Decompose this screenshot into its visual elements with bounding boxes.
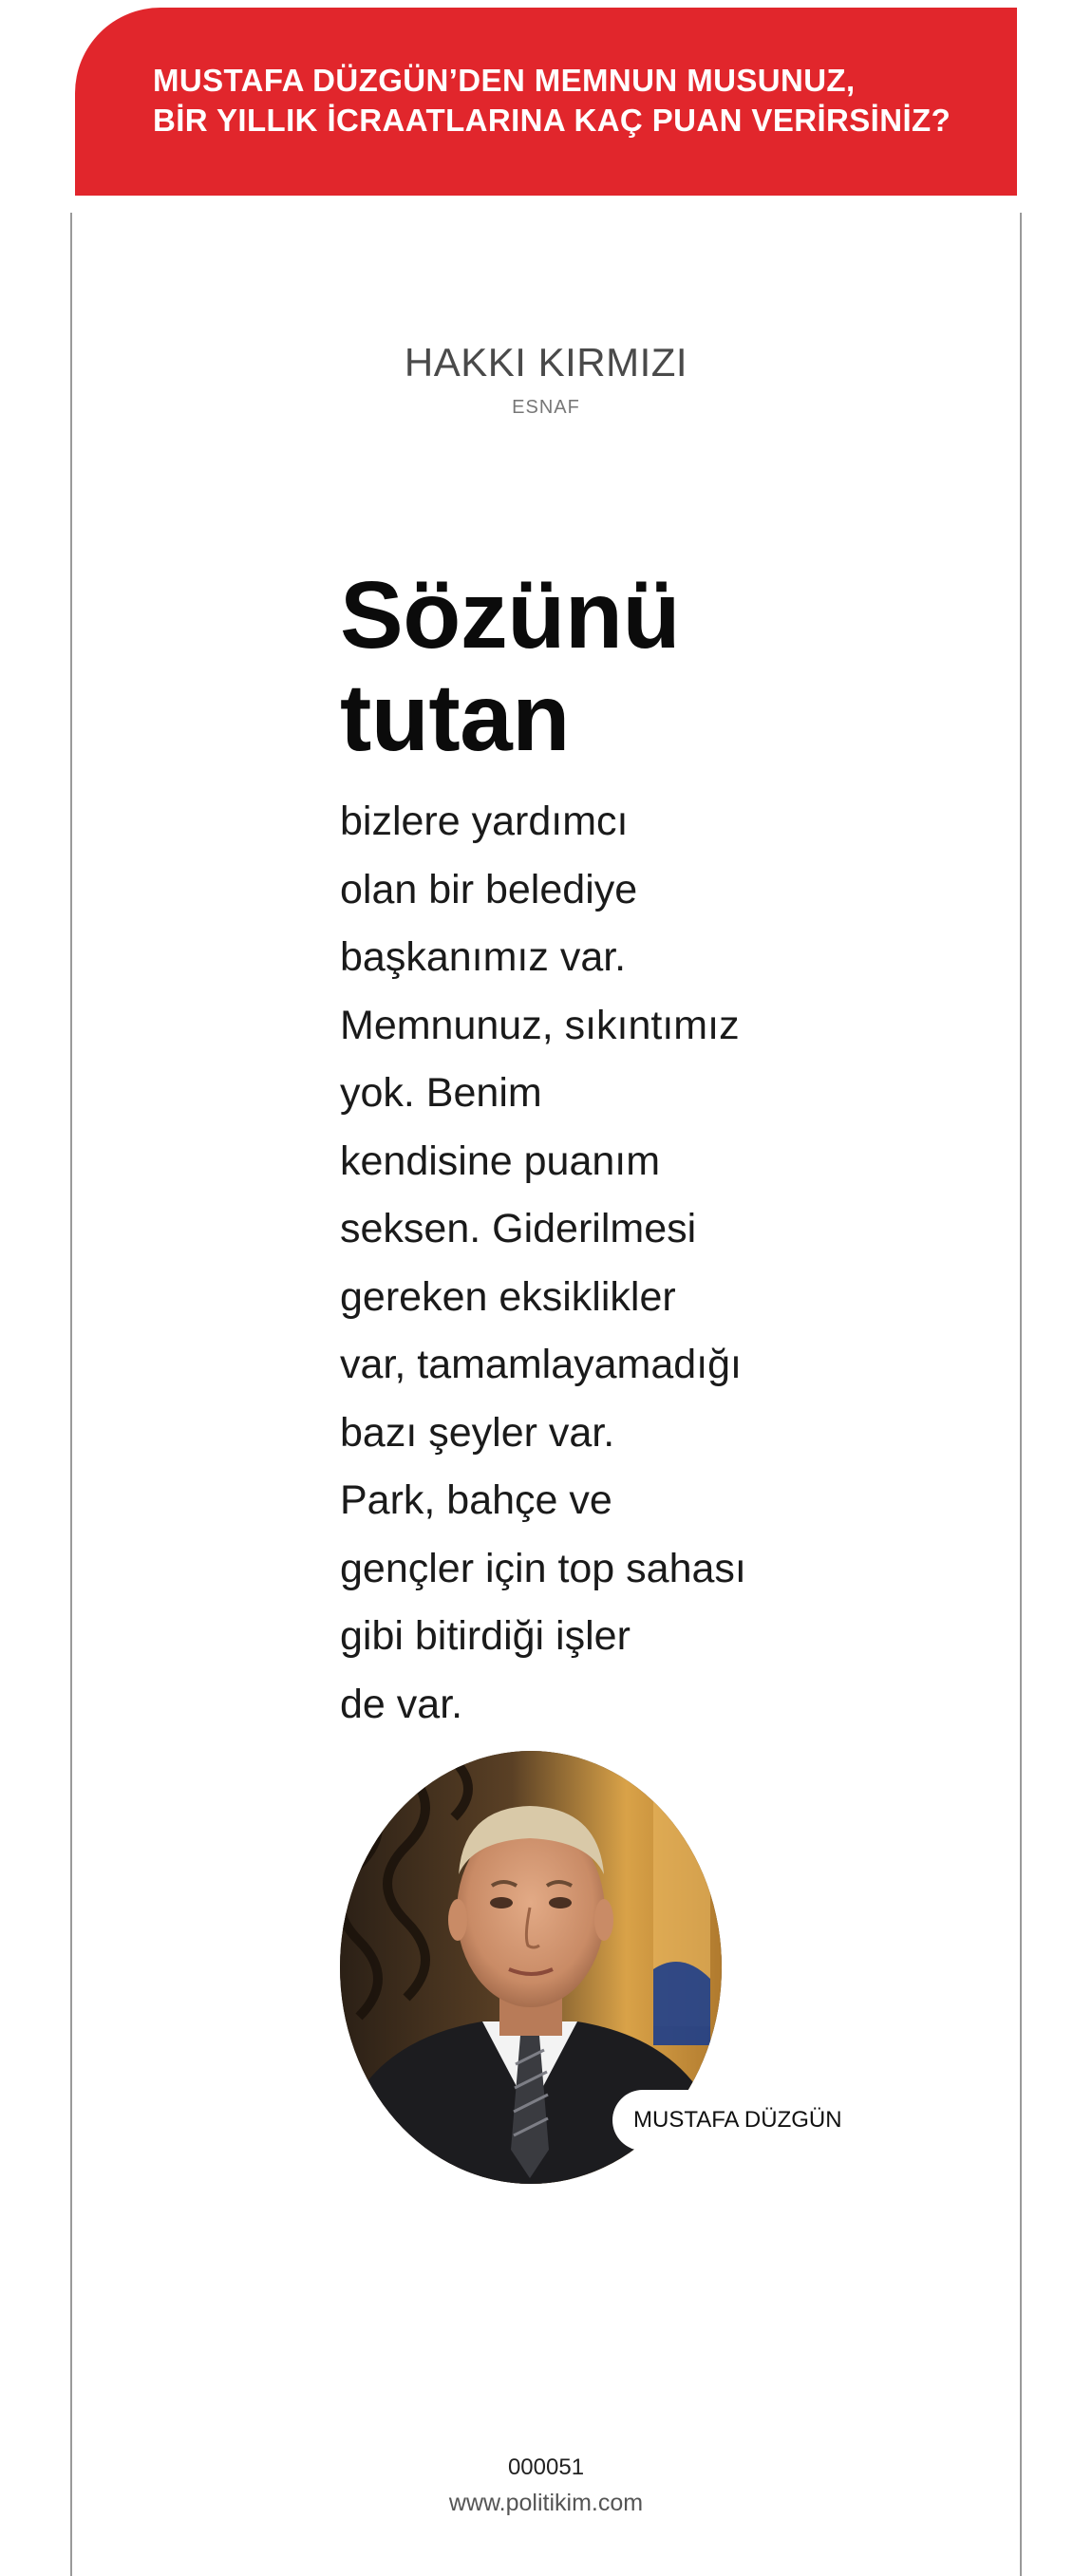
photo-caption: MUSTAFA DÜZGÜN xyxy=(612,2090,863,2151)
quote-line: bazı şeyler var. xyxy=(340,1409,615,1456)
header-banner xyxy=(75,8,1017,196)
quote-line: gibi bitirdiği işler xyxy=(340,1613,631,1659)
frame-left-border xyxy=(70,213,72,2576)
quote-body xyxy=(340,788,777,1739)
quote-line: Park, bahçe ve xyxy=(340,1477,612,1523)
quote-line: olan bir belediye xyxy=(340,866,638,912)
quote-line: de var. xyxy=(340,1681,463,1727)
person-role: ESNAF xyxy=(512,397,580,418)
quote-block xyxy=(340,564,777,1739)
headline-line: tutan xyxy=(340,665,570,771)
quote-headline xyxy=(340,564,777,769)
quote-line: var, tamamlayamadığı xyxy=(340,1342,743,1387)
person-name: HAKKI KIRMIZI xyxy=(404,340,688,385)
quote-line: gereken eksiklikler xyxy=(340,1273,676,1320)
page-code: 000051 xyxy=(507,2454,585,2480)
quote-line: yok. Benim xyxy=(340,1070,542,1116)
headline-line: Sözünü xyxy=(340,562,681,668)
quote-line: kendisine puanım xyxy=(340,1138,661,1184)
header-line-2: BİR YILLIK İCRAATLARINA KAÇ PUAN VERİRSİNİZ? xyxy=(153,103,951,138)
quote-line: bizlere yardımcı xyxy=(340,799,629,844)
frame-right-border xyxy=(1020,213,1022,2576)
quote-line: Memnunuz, sıkıntımız xyxy=(340,1002,740,1048)
quote-line: başkanımız var. xyxy=(340,934,627,980)
footer-url: www.politikim.com xyxy=(448,2490,644,2516)
quote-line: gençler için top sahası xyxy=(340,1545,746,1591)
header-line-1: MUSTAFA DÜZGÜN’DEN MEMNUN MUSUNUZ, xyxy=(153,63,856,98)
quote-line: seksen. Giderilmesi xyxy=(340,1206,697,1251)
